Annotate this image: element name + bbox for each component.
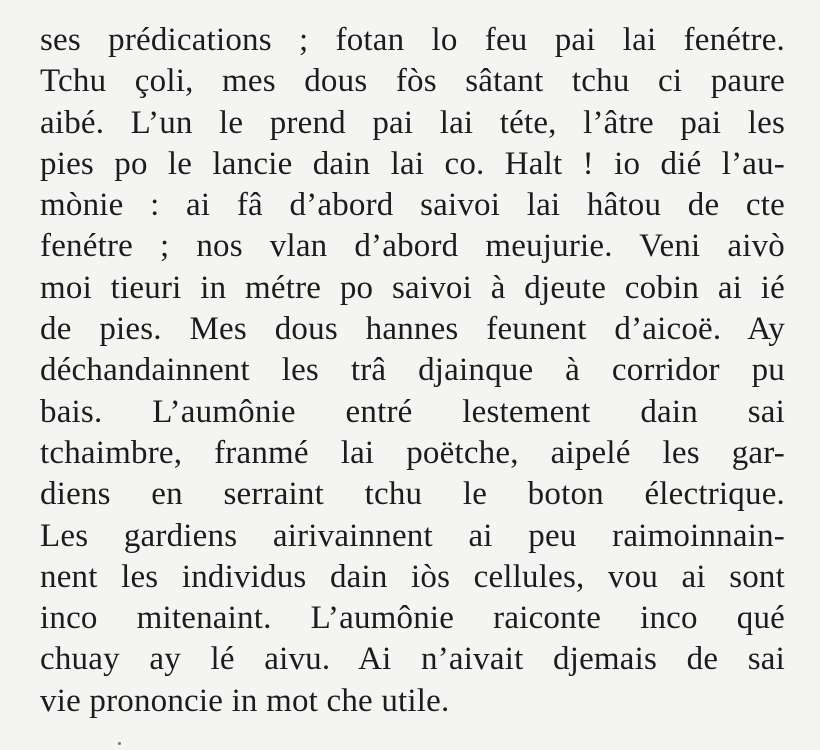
text-line: pies po le lancie dain lai co. Halt ! io dié l’au- — [40, 145, 785, 182]
text-line: moi tieuri in métre po saivoi à djeute cobin ai ié — [40, 269, 785, 306]
paper-speck — [118, 742, 121, 745]
text-line: vie prononcie in mot che utile. — [40, 682, 450, 719]
text-line: fenétre ; nos vlan d’abord meujurie. Veni aivò — [40, 228, 785, 265]
text-line: tchaimbre, franmé lai poëtche, aipelé les gar- — [40, 434, 785, 471]
text-line: nent les individus dain iòs cellules, vou ai sont — [40, 558, 785, 595]
text-line: bais. L’aumônie entré lestement dain sai — [40, 393, 785, 430]
body-text — [40, 20, 785, 722]
text-line: inco mitenaint. L’aumônie raiconte inco qué — [40, 600, 785, 637]
text-line: de pies. Mes dous hannes feunent d’aicoë. Ay — [40, 311, 785, 348]
text-line: mònie : ai fâ d’abord saivoi lai hâtou de cte — [40, 187, 785, 224]
text-line: diens en serraint tchu le boton électrique. — [40, 476, 785, 513]
text-line: aibé. L’un le prend pai lai téte, l’âtre pai les — [40, 104, 785, 141]
text-line: Tchu çoli, mes dous fòs sâtant tchu ci paure — [40, 63, 785, 100]
text-line: ses prédications ; fotan lo feu pai lai fenétre. — [40, 22, 785, 58]
text-line: déchandainnent les trâ djainque à corridor pu — [40, 352, 785, 389]
text-line: Les gardiens airivainnent ai peu raimoinnain- — [40, 517, 785, 554]
text-line: chuay ay lé aivu. Ai n’aivait djemais de sai — [40, 641, 785, 678]
